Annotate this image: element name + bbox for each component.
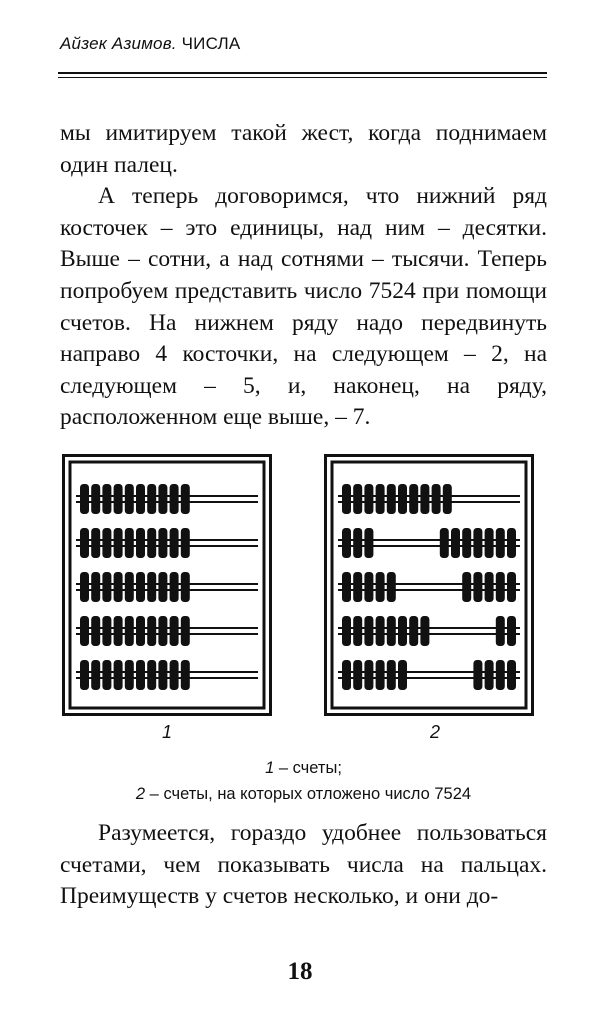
abacus-bead: [170, 660, 179, 690]
body-text-top: [60, 118, 547, 434]
abacus-bead: [376, 572, 385, 602]
abacus-bead: [432, 484, 441, 514]
paragraph: Разумеется, гораздо удобнее пользоваться счетами, чем показывать числа на пальцах. Преимуществ у счетов несколько, и они до-: [60, 820, 547, 910]
header-author: Айзек Азимов.: [60, 34, 177, 53]
abacus-bead: [102, 528, 111, 558]
abacus-bead: [114, 660, 123, 690]
abacus-bead: [376, 660, 385, 690]
abacus-bead: [170, 484, 179, 514]
abacus-bead: [342, 572, 351, 602]
abacus-bead: [102, 484, 111, 514]
abacus-bead: [387, 616, 396, 646]
abacus-bead: [102, 572, 111, 602]
abacus-bead: [376, 484, 385, 514]
header-rule-thin: [58, 77, 547, 78]
abacus-bead: [507, 572, 516, 602]
abacus-bead: [80, 528, 89, 558]
abacus-bead: [496, 528, 505, 558]
abacus-bead: [473, 528, 482, 558]
abacus-bead: [91, 484, 100, 514]
abacus-bead: [125, 572, 134, 602]
abacus-bead: [114, 484, 123, 514]
figure-caption-1: [60, 755, 547, 781]
abacus-bead: [353, 484, 362, 514]
abacus-figure-1: [62, 454, 272, 716]
abacus-bead: [462, 528, 471, 558]
abacus-bead: [158, 572, 167, 602]
abacus-bead: [80, 484, 89, 514]
abacus-bead: [387, 484, 396, 514]
abacus-bead: [353, 616, 362, 646]
abacus-bead: [170, 616, 179, 646]
abacus-bead: [353, 528, 362, 558]
abacus-bead: [462, 572, 471, 602]
abacus-bead: [147, 484, 156, 514]
abacus-bead: [342, 616, 351, 646]
abacus-bead: [443, 484, 452, 514]
abacus-bead: [507, 528, 516, 558]
caption-2-number: 2: [135, 785, 146, 803]
abacus-bead: [507, 616, 516, 646]
abacus-bead: [136, 484, 145, 514]
abacus-bead: [353, 572, 362, 602]
abacus-bead: [80, 572, 89, 602]
abacus-bead: [158, 484, 167, 514]
abacus-bead: [364, 484, 373, 514]
abacus-bead: [342, 660, 351, 690]
abacus-bead: [125, 484, 134, 514]
abacus-bead: [420, 616, 429, 646]
abacus-bead: [376, 616, 385, 646]
abacus-bead: [136, 572, 145, 602]
abacus-bead: [485, 528, 494, 558]
abacus-bead: [398, 660, 407, 690]
abacus-bead: [91, 528, 100, 558]
abacus-bead: [409, 616, 418, 646]
abacus-bead: [420, 484, 429, 514]
abacus-bead: [114, 572, 123, 602]
abacus-bead: [147, 616, 156, 646]
abacus-bead: [353, 660, 362, 690]
abacus-bead: [181, 616, 190, 646]
abacus-bead: [181, 484, 190, 514]
page-number: 18: [287, 958, 313, 985]
caption-1-text: – счеты;: [274, 759, 342, 777]
abacus-bead: [342, 484, 351, 514]
header-title: ЧИСЛА: [181, 34, 241, 53]
abacus-bead: [147, 660, 156, 690]
abacus-bead: [136, 660, 145, 690]
abacus-bead: [147, 528, 156, 558]
figure-label-2: 2: [430, 722, 441, 742]
abacus-bead: [181, 528, 190, 558]
paragraph: А теперь договоримся, что нижний ряд косточек – это единицы, над ним – десятки. Выше – сотни, а над сотнями – тысячи. Теперь попробуем представить число 7524 при помощи счетов. На нижнем ряду надо передвинуть направо 4 косточки, на следующем – 2, на следующем – 5, и, наконец, на ряду, расположенном еще выше, – 7.: [60, 183, 547, 431]
abacus-bead: [125, 660, 134, 690]
abacus-bead: [342, 528, 351, 558]
abacus-bead: [114, 528, 123, 558]
abacus-bead: [485, 660, 494, 690]
header-rule-thick: [58, 72, 547, 74]
abacus-bead: [440, 528, 449, 558]
figure-label-1: 1: [162, 722, 173, 742]
paragraph: мы имитируем такой жест, когда поднимаем один палец.: [60, 120, 547, 178]
abacus-bead: [409, 484, 418, 514]
abacus-bead: [125, 528, 134, 558]
abacus-bead: [485, 572, 494, 602]
body-text-bottom: [60, 818, 547, 913]
abacus-bead: [496, 616, 505, 646]
abacus-bead: [507, 660, 516, 690]
abacus-bead: [114, 616, 123, 646]
running-header: [60, 34, 240, 54]
abacus-bead: [158, 616, 167, 646]
abacus-bead: [387, 572, 396, 602]
abacus-bead: [473, 572, 482, 602]
abacus-bead: [158, 528, 167, 558]
abacus-bead: [102, 616, 111, 646]
abacus-bead: [181, 572, 190, 602]
abacus-bead: [364, 660, 373, 690]
abacus-bead: [398, 616, 407, 646]
caption-1-number: 1: [265, 759, 275, 777]
abacus-bead: [398, 484, 407, 514]
abacus-bead: [136, 528, 145, 558]
abacus-bead: [91, 616, 100, 646]
abacus-bead: [125, 616, 134, 646]
abacus-bead: [364, 528, 373, 558]
abacus-bead: [451, 528, 460, 558]
abacus-bead: [364, 572, 373, 602]
abacus-bead: [80, 660, 89, 690]
abacus-bead: [91, 572, 100, 602]
abacus-bead: [91, 660, 100, 690]
abacus-bead: [387, 660, 396, 690]
abacus-bead: [147, 572, 156, 602]
abacus-bead: [170, 572, 179, 602]
figure-caption-2: [60, 781, 547, 807]
abacus-bead: [102, 660, 111, 690]
abacus-bead: [496, 660, 505, 690]
abacus-bead: [80, 616, 89, 646]
abacus-bead: [158, 660, 167, 690]
abacus-bead: [170, 528, 179, 558]
abacus-bead: [181, 660, 190, 690]
abacus-bead: [136, 616, 145, 646]
abacus-bead: [364, 616, 373, 646]
caption-2-text: – счеты, на которых отложено число 7524: [145, 785, 472, 803]
abacus-figure-2: [324, 454, 534, 716]
abacus-bead: [496, 572, 505, 602]
abacus-bead: [473, 660, 482, 690]
